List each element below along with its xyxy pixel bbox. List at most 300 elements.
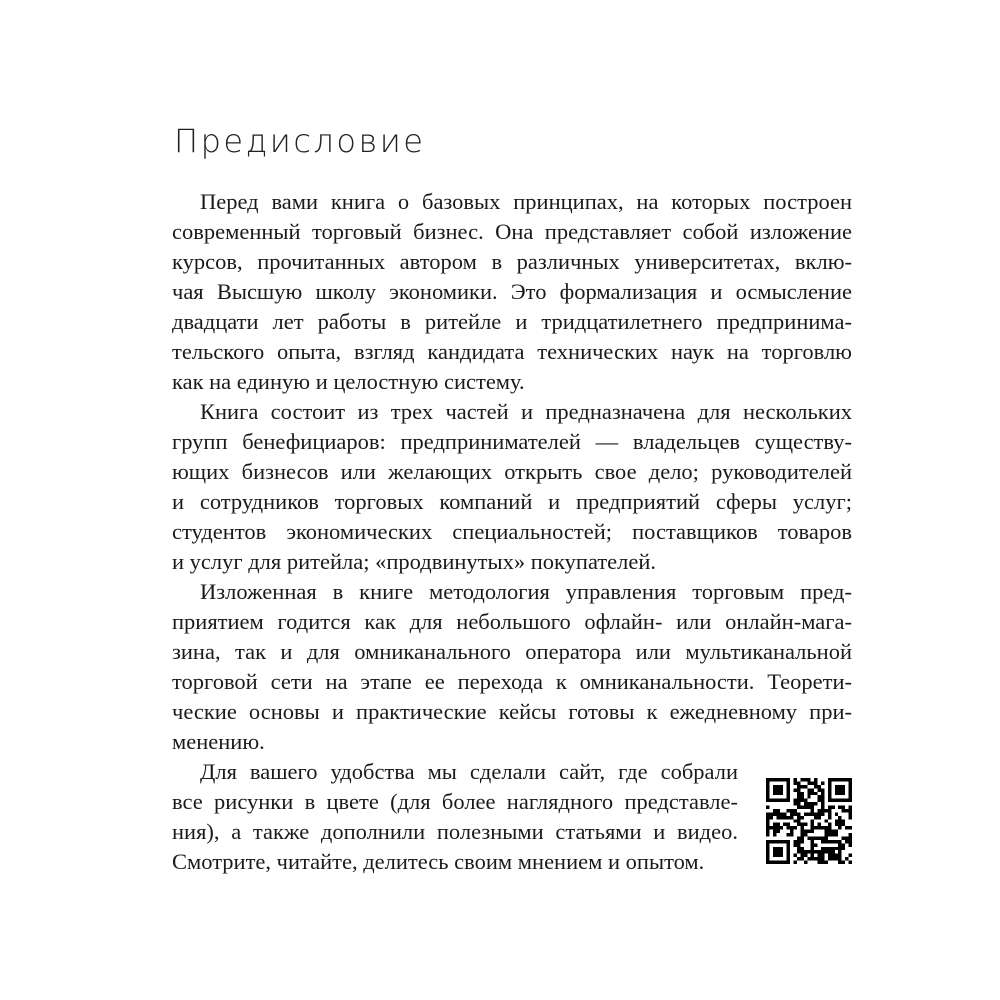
qr-module [814, 816, 817, 819]
qr-module [821, 788, 824, 791]
qr-module [804, 806, 807, 809]
qr-module [776, 809, 779, 812]
qr-module [800, 850, 803, 853]
qr-module [766, 812, 769, 815]
qr-module [800, 836, 803, 839]
qr-module [794, 840, 797, 843]
qr-module [838, 826, 841, 829]
qr-module [804, 799, 807, 802]
text-line [172, 697, 852, 727]
qr-module [814, 785, 817, 788]
qr-module [814, 792, 817, 795]
qr-module [800, 847, 803, 850]
qr-module [828, 826, 831, 829]
qr-module [842, 809, 845, 812]
qr-module [807, 830, 810, 833]
qr-module [842, 836, 845, 839]
qr-module [790, 833, 793, 836]
qr-module [835, 819, 838, 822]
qr-module [835, 847, 838, 850]
qr-module [849, 861, 852, 864]
text-line-content: Перед вами книга о базовых принципах, на которых построен [200, 189, 852, 214]
qr-module [831, 806, 834, 809]
qr-module [804, 830, 807, 833]
qr-module [821, 792, 824, 795]
qr-module [835, 833, 838, 836]
qr-module [807, 792, 810, 795]
qr-module [845, 840, 848, 843]
qr-module [849, 854, 852, 857]
qr-module [804, 778, 807, 781]
qr-module [773, 833, 776, 836]
paragraph [172, 397, 852, 577]
text-line [172, 547, 852, 577]
text-line-content: и услуг для ритейла; «продвинутых» покупателей. [172, 549, 657, 574]
text-line-content: ческие основы и практические кейсы готовы к ежедневному при- [172, 699, 852, 724]
qr-module [794, 826, 797, 829]
qr-module [824, 830, 827, 833]
qr-module [821, 826, 824, 829]
qr-module [821, 802, 824, 805]
qr-module [824, 836, 827, 839]
qr-module [828, 812, 831, 815]
text-line-content: Смотрите, читайте, делитесь своим мнением и опытом. [172, 849, 705, 874]
text-line-content: ния), а также дополнили полезными статьями и видео. [172, 819, 738, 844]
qr-module [811, 854, 814, 857]
qr-module [794, 819, 797, 822]
qr-module [811, 857, 814, 860]
qr-module [766, 823, 769, 826]
qr-module [814, 826, 817, 829]
qr-module [800, 854, 803, 857]
qr-module [821, 806, 824, 809]
text-line [172, 727, 852, 757]
qr-module [797, 850, 800, 853]
qr-module [804, 833, 807, 836]
qr-module [797, 792, 800, 795]
qr-module [811, 819, 814, 822]
text-line [172, 847, 738, 877]
qr-module [787, 826, 790, 829]
qr-module [831, 840, 834, 843]
qr-module [821, 854, 824, 857]
qr-module [821, 861, 824, 864]
qr-module [797, 781, 800, 784]
qr-module [769, 816, 772, 819]
qr-module [828, 854, 831, 857]
qr-module [824, 840, 827, 843]
qr-module [818, 836, 821, 839]
body-text [172, 187, 852, 877]
qr-module [814, 857, 817, 860]
qr-module [831, 830, 834, 833]
qr-module [807, 802, 810, 805]
text-line-content: студентов экономических специальностей; поставщиков товаров [172, 519, 852, 544]
qr-module [842, 819, 845, 822]
qr-module [838, 840, 841, 843]
qr-module [766, 833, 769, 836]
qr-module [800, 785, 803, 788]
qr-module [849, 836, 852, 839]
qr-module [804, 785, 807, 788]
qr-module [794, 788, 797, 791]
qr-module [800, 823, 803, 826]
qr-module [773, 812, 776, 815]
text-line-content: Книга состоит из трех частей и предназначена для нескольких [200, 399, 852, 424]
qr-module [849, 833, 852, 836]
qr-module [818, 795, 821, 798]
qr-module [776, 830, 779, 833]
qr-module [800, 778, 803, 781]
qr-module [849, 840, 852, 843]
text-line-content: приятием годится как для небольшого офлайн- или онлайн-мага- [172, 609, 852, 634]
qr-module [766, 826, 769, 829]
qr-module [797, 795, 800, 798]
qr-module [800, 840, 803, 843]
qr-module [818, 850, 821, 853]
text-line [172, 517, 852, 547]
qr-module [821, 799, 824, 802]
page-title: Предисловие [174, 122, 426, 160]
qr-module [794, 861, 797, 864]
qr-module [821, 812, 824, 815]
qr-module [800, 799, 803, 802]
qr-module [811, 781, 814, 784]
qr-module [828, 816, 831, 819]
qr-module [797, 843, 800, 846]
qr-module [797, 857, 800, 860]
qr-module [824, 819, 827, 822]
qr-module [811, 826, 814, 829]
text-line-content: зина, так и для омниканального оператора или мультиканальной [172, 639, 852, 664]
qr-module [818, 826, 821, 829]
qr-module [797, 802, 800, 805]
qr-module [766, 819, 769, 822]
text-line-content: двадцати лет работы в ритейле и тридцатилетнего предпринима- [172, 309, 852, 334]
qr-module [814, 843, 817, 846]
qr-module [818, 812, 821, 815]
qr-module [804, 802, 807, 805]
text-line-content: современный торговый бизнес. Она представляет собой изложение [172, 219, 852, 244]
qr-module [835, 830, 838, 833]
qr-module [821, 847, 824, 850]
text-line [172, 307, 852, 337]
qr-module [818, 854, 821, 857]
qr-module [797, 799, 800, 802]
qr-module [790, 816, 793, 819]
qr-module [800, 830, 803, 833]
qr-module [807, 781, 810, 784]
qr-module [773, 826, 776, 829]
qr-module [797, 847, 800, 850]
qr-module [811, 806, 814, 809]
qr-module [794, 843, 797, 846]
qr-module [783, 823, 786, 826]
qr-module [773, 847, 783, 857]
text-line [172, 247, 852, 277]
qr-module [800, 795, 803, 798]
qr-module [831, 833, 834, 836]
text-line-content: торговой сети на этапе ее перехода к омниканальности. Теорети- [172, 669, 852, 694]
qr-module [814, 836, 817, 839]
qr-module [797, 819, 800, 822]
qr-module [828, 840, 831, 843]
qr-module [790, 812, 793, 815]
qr-module [800, 806, 803, 809]
qr-module [773, 785, 783, 795]
qr-module [797, 806, 800, 809]
qr-module [818, 799, 821, 802]
qr-module [811, 840, 814, 843]
text-line [172, 607, 852, 637]
qr-module [807, 857, 810, 860]
qr-module [787, 823, 790, 826]
qr-module [821, 795, 824, 798]
qr-module [838, 850, 841, 853]
text-line [172, 667, 852, 697]
qr-module [824, 861, 827, 864]
text-line [172, 397, 852, 427]
qr-module [835, 840, 838, 843]
qr-module [842, 861, 845, 864]
qr-module [821, 781, 824, 784]
qr-module [787, 809, 790, 812]
qr-module [842, 843, 845, 846]
text-line [172, 337, 852, 367]
text-line [172, 637, 852, 667]
text-line [172, 787, 738, 817]
text-line-content: менению. [172, 729, 265, 754]
qr-module [811, 788, 814, 791]
qr-module [824, 833, 827, 836]
qr-module [800, 833, 803, 836]
qr-module [766, 830, 769, 833]
qr-module [807, 850, 810, 853]
qr-module [776, 812, 779, 815]
text-line [172, 217, 852, 247]
qr-module [831, 850, 834, 853]
qr-module [842, 847, 845, 850]
text-line [172, 277, 852, 307]
qr-module [811, 802, 814, 805]
qr-module [769, 812, 772, 815]
qr-module [780, 812, 783, 815]
qr-module [824, 850, 827, 853]
qr-module [794, 781, 797, 784]
text-line-content: ющих бизнесов или желающих открыть свое дело; руководителей [172, 459, 852, 484]
qr-module [818, 816, 821, 819]
text-line [172, 577, 852, 607]
text-line [172, 427, 852, 457]
text-line [172, 367, 852, 397]
qr-module [783, 816, 786, 819]
qr-module [794, 802, 797, 805]
qr-module [845, 826, 848, 829]
qr-module [821, 809, 824, 812]
text-line-content: Изложенная в книге методология управления торговым пред- [200, 579, 852, 604]
qr-module [828, 857, 831, 860]
qr-module [849, 806, 852, 809]
qr-module [811, 823, 814, 826]
qr-module [790, 809, 793, 812]
qr-module [814, 812, 817, 815]
qr-module [835, 857, 838, 860]
qr-module [811, 847, 814, 850]
qr-module [828, 809, 831, 812]
qr-module [814, 781, 817, 784]
qr-module [776, 816, 779, 819]
qr-module [838, 806, 841, 809]
qr-module [845, 857, 848, 860]
qr-module [849, 826, 852, 829]
qr-module [807, 836, 810, 839]
qr-module [797, 812, 800, 815]
qr-module [838, 816, 841, 819]
qr-module [828, 833, 831, 836]
text-line-content: как на единую и целостную систему. [172, 369, 525, 394]
qr-module [838, 819, 841, 822]
qr-module [845, 809, 848, 812]
qr-module [807, 778, 810, 781]
qr-module [797, 788, 800, 791]
qr-module [838, 854, 841, 857]
qr-module [849, 816, 852, 819]
qr-module [821, 840, 824, 843]
qr-module [790, 830, 793, 833]
qr-module [821, 857, 824, 860]
qr-module [797, 816, 800, 819]
qr-module [824, 847, 827, 850]
qr-module [824, 826, 827, 829]
qr-module [794, 799, 797, 802]
qr-module [766, 806, 769, 809]
qr-module [811, 792, 814, 795]
qr-module [835, 785, 845, 795]
qr-module [814, 778, 817, 781]
qr-module [845, 836, 848, 839]
qr-module [797, 840, 800, 843]
qr-module [811, 809, 814, 812]
qr-module [776, 823, 779, 826]
qr-module [800, 792, 803, 795]
qr-module [828, 830, 831, 833]
qr-module [794, 778, 797, 781]
qr-module [838, 861, 841, 864]
qr-module [835, 823, 838, 826]
qr-module [811, 836, 814, 839]
qr-module [783, 812, 786, 815]
qr-module [835, 854, 838, 857]
qr-module [804, 861, 807, 864]
qr-module [835, 812, 838, 815]
qr-module [849, 812, 852, 815]
qr-module [838, 847, 841, 850]
paragraph [172, 577, 852, 757]
qr-module [818, 861, 821, 864]
qr-module [776, 826, 779, 829]
qr-module [818, 857, 821, 860]
qr-module [842, 823, 845, 826]
qr-module [842, 806, 845, 809]
qr-module [797, 823, 800, 826]
text-line-content: все рисунки в цвете (для более наглядного представле- [172, 789, 738, 814]
qr-module [807, 806, 810, 809]
qr-module [814, 850, 817, 853]
qr-module [811, 850, 814, 853]
qr-module [818, 809, 821, 812]
qr-module [807, 812, 810, 815]
text-line [172, 757, 738, 787]
text-line [172, 187, 852, 217]
qr-module [790, 826, 793, 829]
text-line-content: групп бенефициаров: предпринимателей — владельцев существу- [172, 429, 852, 454]
qr-module [831, 854, 834, 857]
qr-module [804, 823, 807, 826]
qr-module [818, 785, 821, 788]
qr-module [787, 833, 790, 836]
qr-module [797, 785, 800, 788]
qr-module [769, 826, 772, 829]
text-line-content: чая Высшую школу экономики. Это формализация и осмысление [172, 279, 852, 304]
qr-module [818, 788, 821, 791]
paragraph [172, 187, 852, 397]
qr-module [780, 826, 783, 829]
qr-module [797, 836, 800, 839]
qr-module [766, 816, 769, 819]
qr-module [794, 854, 797, 857]
qr-module [849, 843, 852, 846]
qr-module [811, 843, 814, 846]
qr-module [828, 823, 831, 826]
qr-module [794, 809, 797, 812]
qr-module [804, 854, 807, 857]
text-line-content: курсов, прочитанных автором в различных университетах, вклю- [172, 249, 852, 274]
text-line [172, 457, 852, 487]
text-line-content: Для вашего удобства мы сделали сайт, где собрали [200, 759, 738, 784]
qr-module [794, 812, 797, 815]
qr-module [811, 812, 814, 815]
qr-module [773, 830, 776, 833]
qr-module [773, 809, 776, 812]
qr-module [773, 823, 776, 826]
qr-module [831, 857, 834, 860]
qr-module [838, 823, 841, 826]
qr-code-icon [766, 778, 852, 864]
qr-module [828, 850, 831, 853]
qr-module [849, 809, 852, 812]
text-line [172, 487, 852, 517]
qr-module [824, 809, 827, 812]
text-line-content: и сотрудников торговых компаний и предприятий сферы услуг; [172, 489, 852, 514]
text-line [172, 817, 738, 847]
qr-module [821, 836, 824, 839]
qr-module [804, 850, 807, 853]
qr-module [780, 816, 783, 819]
qr-module [804, 812, 807, 815]
qr-module [838, 857, 841, 860]
qr-module [828, 806, 831, 809]
qr-module [807, 795, 810, 798]
text-line-content: тельского опыта, взгляд кандидата технических наук на торговлю [172, 339, 852, 364]
qr-module [800, 816, 803, 819]
qr-module [821, 850, 824, 853]
qr-module [787, 816, 790, 819]
paragraph [172, 757, 852, 877]
qr-module [831, 847, 834, 850]
qr-module [800, 857, 803, 860]
qr-module [807, 788, 810, 791]
qr-module [800, 826, 803, 829]
